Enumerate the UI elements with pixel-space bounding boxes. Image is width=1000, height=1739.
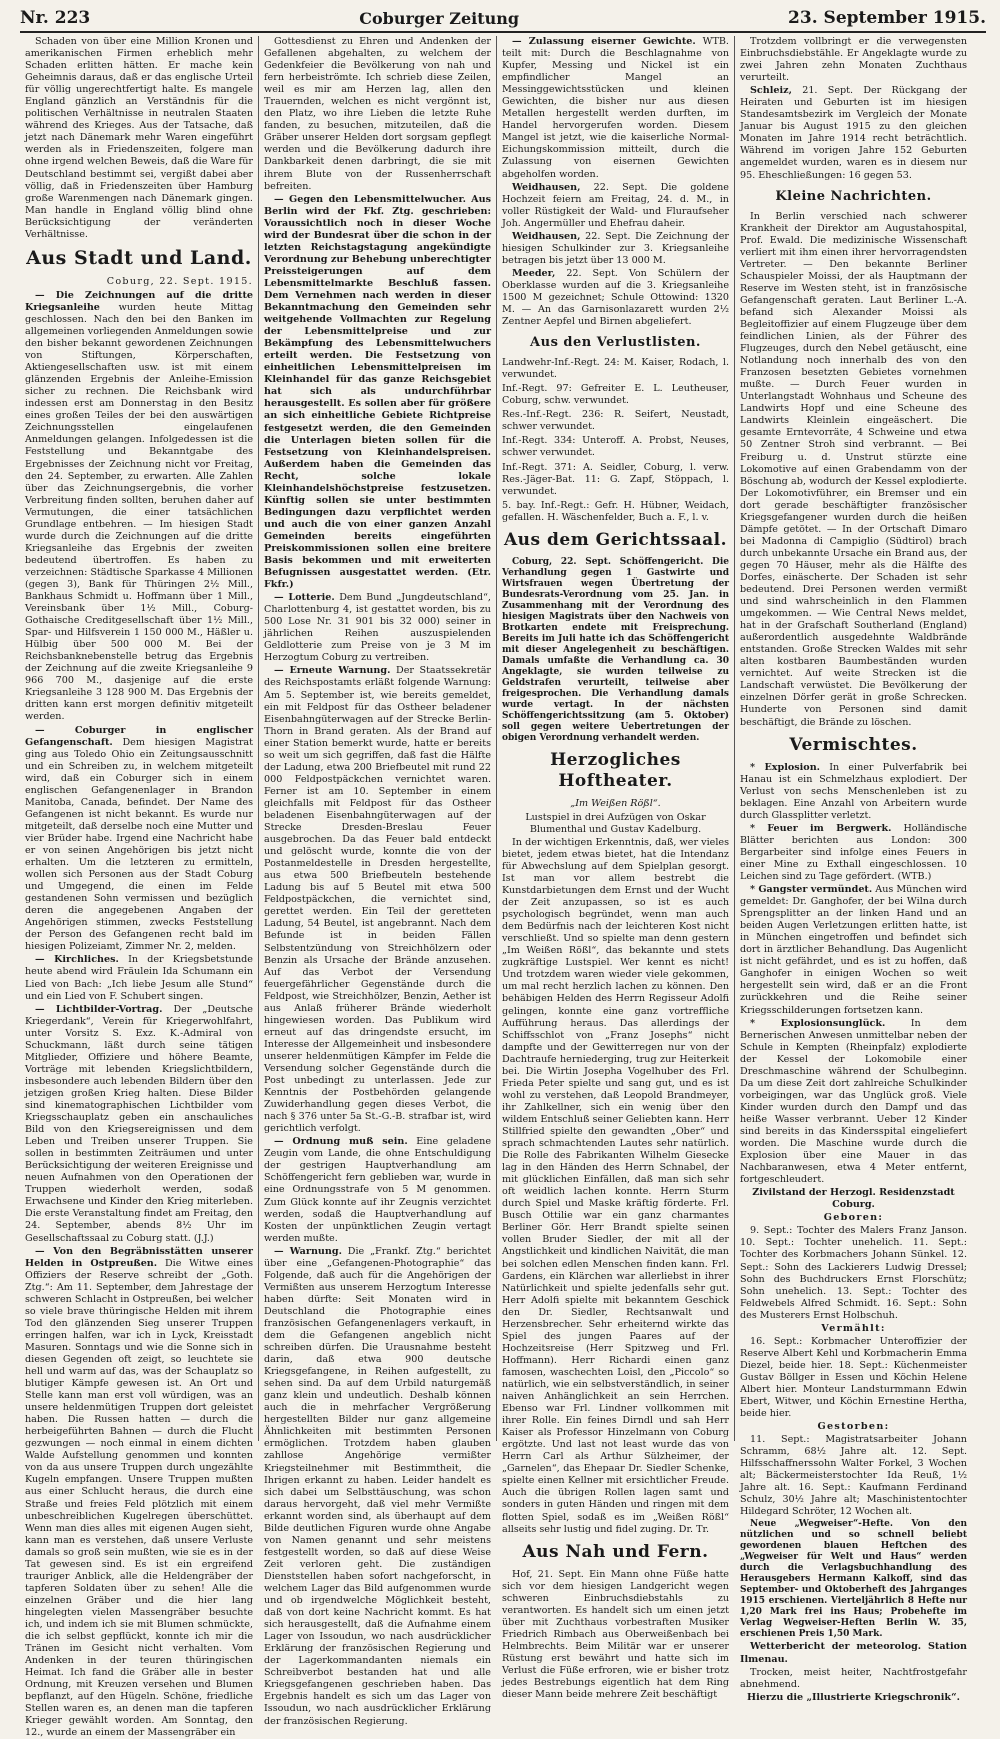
section-heading-hoftheater: Herzogliches Hoftheater. — [550, 749, 681, 791]
section-heading-zivilstand: Zivilstand der Herzogl. Residenzstadt Coburg. — [752, 1187, 955, 1211]
article-lotterie — [264, 592, 491, 664]
loss-list — [502, 357, 729, 524]
article-heading: Weidhausen, — [512, 230, 581, 242]
subheading-vermaehlt: Vermählt: — [821, 1322, 886, 1334]
article-text: Der Staatssekretär des Reichspostamts erläßt folgende Warnung: Am 5. September ist, wie bereits gemeldet, ein mit Feldpost für das Ostheer beladener Eisenbahngüterwagen auf der Strecke Berlin-Thorn in Brand geraten. Als der Brand auf einer Station bemerkt wurde, hatte er bereits so weit um sich gegriffen, daß fast die Hälfte der Ladung, etwa 200 Briefbeutel mit rund 22 000 Feldpostpäckchen vernichtet waren. Ferner ist am 10. September in einem gleichfalls mit Feldpost für das Ostheer beladenen Eisenbahngüterwagen auf der Strecke Dresden-Breslau Feuer ausgebrochen. Da das Feuer bald entdeckt und gelöscht wurde, konnte die von der Postanmeldestelle in Dresden hergestellte, aus etwa 500 Briefbeuteln bestehende Ladung bis auf 5 Beutel mit etwa 500 Feldpostpäckchen, die vernichtet sind, gerettet werden. Ein Teil der geretteten Ladung, 54 Beutel, ist angebrannt. Nach dem Befunde ist in beiden Fällen Selbstentzündung von Streichhölzern oder Benzin als Ursache der Brände anzusehen. Auf das Verbot der Versendung feuergefährlicher Gegenstände durch die Feldpost, wie Streichhölzer, Benzin, Aether ist aus Anlaß früherer Brände wiederholt hingewiesen worden. Das Publikum wird erneut auf das dringendste ersucht, im Interesse der Allgemeinheit und insbesondere unserer heldenmütigen Kämpfer im Felde die Versendung solcher Gegenstände durch die Post unbedingt zu unterlassen. Jede zur Kenntnis der Postbehörden gelangende Zuwiderhandlung gegen dieses Verbot, die nach § 376 unter 5a St.-G.-B. strafbar ist, wird gerichtlich verfolgt. — [264, 665, 491, 1135]
play-description: Lustspiel in drei Aufzügen von Oskar Blumenthal und Gustav Kadelburg. — [525, 811, 706, 835]
list-geboren: 9. Sept.: Tochter des Malers Franz Janson. 10. Sept.: Tochter unehelich. 11. Sept.: Tochter des Korbmachers Johann Sünkel. 12. Sept.: Sohn des Lackierers Ludwig Dressel; Sohn des Buchdruckers Ernst Florschütz; Sohn unehelich. 13. Sept.: Tochter des Feldwebels Alfred Schmidt. 16. Sept.: Sohn des Musterers Ernst Holbschuh. — [740, 1225, 967, 1321]
article-kirchliches — [25, 954, 253, 1002]
dateline: Coburg, 22. Sept. 1915. — [106, 275, 253, 287]
article-heading: — Erneute Warnung. — [274, 665, 391, 677]
article-text: Holländische Blätter berichten aus London: 300 Bergarbeiter sind infolge eines Feuers in einer Mine zu Exthall eingeschlossen. 10 Leichen sind zu Tage gefördert. (WTB.) — [740, 822, 967, 882]
article-kleine-nachrichten: In Berlin verschied nach schwerer Krankheit der Direktor am Augustahospital, Prof. Ewald. Die medizinische Wissenschaft verliert mit ihm einen ihrer hervorragendsten Vertreter. — Den bekannte Berliner Schauspieler Moissi, der als Hauptmann der Reserve im Westen steht, ist in französische Gefangenschaft geraten. Laut Berliner L.-A. befand sich Alexander Moissi als Begleitoffizier auf einem Flugzeuge über dem feindlichen Linien, als der Führer des Flugzeuges, durch den Nebel getäuscht, eine Notlandung noch innerhalb des von den Franzosen besetzten Gebietes vornehmen mußte. — Durch Feuer wurden in Unterlangstadt Wohnhaus und Scheune des Landwirts Hopf und eine Scheune des Landwirts Kleinlein eingeäschert. Die gesamte Erntevorräte, 4 Schweine und etwa 50 Zentner Stroh sind verbrannt. — Bei Freiburg u. d. Unstrut stürzte eine Lokomotive auf einen Grabendamm von der Böschung ab, wodurch der Kessel explodierte. Der Lokomotivführer, ein Bremser und ein dort gerade beschäftigter französischer Kriegsgefangener wurden durch die heißen Dämpfe getötet. — In der Ortschaft Dimaro bei Madonna di Campiglio (Südtirol) brach durch unbekannte Ursache ein Brand aus, der gegen 70 Häuser, mehr als die Hälfte des Dorfes, einäscherte. Der Schaden ist sehr bedeutend. Drei Personen werden vermißt und sind wahrscheinlich in den Flammen umgekommen. — Wie Central News meldet, hat in der Grafschaft Southerland (England) außerordentlich ausgedehnte Waldbrände entstanden. Große Strecken Waldes mit sehr alten kostbaren Baumbeständen wurden vernichtet. Auf weite Strecken ist die Landschaft verwüstet. Die Bevölkerung der einzelnen Dörfer gerät in große Schrecken. Hunderte von Personen sind damit beschäftigt, die Brände zu löschen. — [740, 210, 967, 728]
loss-entry: Landwehr-Inf.-Regt. 24: M. Kaiser, Rodach, l. verwundet. — [502, 357, 729, 381]
article-text: 22. Sept. Die Zeichnung der hiesigen Schulkinder zur 3. Kriegsanleihe betragen bis jetzt über 13 000 M. — [502, 230, 729, 266]
loss-entry: Inf.-Regt. 334: Unteroff. A. Probst, Neuses, schwer verwundet. — [502, 435, 729, 459]
section-heading-kleine-nachrichten: Kleine Nachrichten. — [775, 188, 932, 204]
article-text: Aus Berlin wird der Fkf. Ztg. geschrieben: Voraussichtlich noch in dieser Woche wird der Bundesrat über die schon in der letzten Reichstagstagung angekündigte Verordnung zur Behebung unberechtigter Preissteigerungen auf dem Lebensmittelmarkte Beschluß fassen. Dem Vernehmen nach werden in dieser Bekanntmachung den Gemeinden sehr weitgehende Vollmachten zur Regelung der Lebensmittelpreise und zur Bekämpfung des Lebensmittelwuchers erteilt werden. Die Festsetzung von einheitlichen Lebensmittelpreisen im Kleinhandel für das ganze Reichsgebiet hat sich als undurchführbar herausgestellt. Es sollen aber für größere an sich einheitliche Gebiete Richtpreise festgesetzt werden, die den Gemeinden die Unterlagen bieten sollen für die Festsetzung von Kleinhandelspreisen. Außerdem haben die Gemeinden das Recht, solche lokale Kleinhandelshöchstpreise festzusetzen. Künftig sollen sie unter bestimmten Bedingungen dazu verpflichtet werden und auch die von einer ganzen Anzahl Gemeinden bereits eingeführten Preiskommissionen sollen eine breitere Basis bekommen und mit erweiterten Befugnissen ausgestattet werden. (Etr. Fkfr.) — [264, 193, 491, 591]
article-ordnung — [264, 1136, 491, 1244]
column-2 — [258, 36, 496, 1727]
article-heading: — Coburger in englischer Gefangenschaft. — [25, 724, 253, 748]
article-explosion — [740, 762, 967, 822]
article-heading: — Die Zeichnungen auf die dritte Kriegsanleihe — [25, 289, 253, 313]
article-text: In einer Pulverfabrik bei Hanau ist ein Schmelzhaus explodiert. Der Verlust von sechs Menschenleben ist zu beklagen. Eine Anzahl von Arbeitern wurde durch Glassplitter verletzt. — [740, 761, 967, 821]
article-theater-review: In der wichtigen Erkenntnis, daß, wer vieles bietet, jedem etwas bietet, hat die Intendanz für Abwechslung auf dem Spielplan gesorgt. Ist man vor allem bestrebt die Kunstdarbietungen dem Ernst und der Wucht der Zeit anzupassen, so ist es auch psychologisch begründet, wenn man auch dem Bedürfnis nach der leichteren Kost nicht verschließt. Und so spielte man denn gestern „Im Weißen Rößl“, das bekannte und stets zugkräftige Lustspiel. Wer kennt es nicht! Und trotzdem waren wieder viele gekommen, um mal recht herzlich lachen zu können. Den behäbigen Helden des Herrn Regisseur Adolfi gelingen, konnte eine ganz vortreffliche Aufführung heraus. Das allerdings der Schiffsschlot von „Franz Josephs“ nicht dampfte und der Gewitterregen nur von der Dachtraufe herniederging, trug zur Heiterkeit bei. Die Wirtin Josepha Vogelhuber des Frl. Frieda Peter spielte und sang gut, und es ist wohl zu verstehen, daß Leopold Brandmeyer, ihr Zahlkellner, sich ein wenig über den wildem Entschluß seiner Geliebten kann. Herr Stillfried spielte den gewandten „Ober“ und sprach schmachtenden Lautes sehr natürlich. Die Rolle des Fabrikanten Wilhelm Giesecke lag in den Händen des Herrn Schnabel, der mit glücklichen Einfällen, daß man sich sehr oft weidlich lachen konnte. Herrn Sturm durch Spiel und Maske kräftig förderte. Frl. Busch Ottilie war ein ganz charmantes Berliner Gör. Herr Brandt spielte seinen vollen Bruder Siedler, der mit all der Angstlichkeit und kindlichen Naivität, die man bei solchen edlen Menschen finden kann. Frl. Gardens, ein Klärchen war allerliebst in ihrer Natürlichkeit und spielte jedenfalls sehr gut. Herr Adolfi spielte mit bekanntem Geschick den Dr. Siedler, Rechtsanwalt und Herzensbrecher. Sehr erheiternd wirkte das Spiel des jungen Paares auf der Hochzeitsreise (Herr Spitzweg und Frl. Hoffmann). Herr Richardi einen ganz famosen, waschechten Loisl, den „Piccolo“ so natürlich, wie ein selbstverständlich, in seiner naiven Anhänglichkeit an sein Herrchen. Ebenso war Frl. Lindner vollkommen mit ihrer Rolle. Ein feines Dirndl und sah Herr Kaiser als Professor Hinzelmann von Coburg ergötzte. Und last not least wurde das von Herrn Carl als Arthur Sülzheimer, der „Garnelen“, das Ehepaar Dr. Siedler Schenke, spielte einen Kellner mit ersichtlicher Freude. Auch die übrigen Rollen lagen samt und sonders in guten Händen und ringen mit dem flotten Spiel, sodaß es im „Weißen Rößl“ allseits sehr lustig und fidel zuging. Dr. Tr. — [502, 836, 729, 1535]
article-text: Der „Deutsche Kriegerdank“, Verein für Kriegerwohlfahrt, unter Vorsitz S. Exz. K.-Admiral von Schuckmann, läßt durch seine tätigen Mitglieder, Offiziere und höhere Beamte, Vorträge mit lebenden Kriegslichtbildern, insbesondere auch lebenden Bildern über den jetzigen großen Krieg halten. Diese Bilder sind kinematographischen Lichtbilder vom Kriegsschauplatz geben ein anschauliches Bild von den Kriegsereignissen und dem Leben und Treiben unserer Truppen. Sie sollen in bestimmten Zeiträumen und unter Berücksichtigung der weiteren Ereignisse und neuen Aufnahmen von den Operationen der Truppen wiederholt werden, sodaß Erwachsene und Kinder den Krieg miterleben. Die erste Veranstaltung findet am Freitag, den 24. September, abends 8½ Uhr im Gesellschaftssaal zu Coburg statt. (J.J.) — [25, 1003, 253, 1244]
article-heading: — Warnung. — [274, 1245, 342, 1257]
article-heading: * Gangster vermündet. — [750, 884, 873, 896]
article-text: Eine geladene Zeugin vom Lande, die ohne Entschuldigung der gestrigen Hauptverhandlung am Schöffengericht fern geblieben war, wurde in eine Ordnungsstrafe von 5 M genommen. Zum Glück konnte auf ihr Zeugnis verzichtet werden, sodaß die Hauptverhandlung auf Kosten der unpünktlichen Zeugin vertagt werden mußte. — [264, 1136, 491, 1244]
article-heading: — Von den Begräbnisstätten unserer Helden in Ostpreußen. — [25, 1245, 253, 1269]
article-weidhausen-1 — [502, 182, 729, 230]
play-title: „Im Weißen Rößl“. — [570, 797, 661, 809]
article-gerichtssaal: Coburg, 22. Sept. Schöffengericht. Die Verhandlung gegen 1 Gastwirte und Wirtsfrauen wegen Übertretung der Bundesrats-Verordnung vom 25. Jan. in Zusammenhang mit der Verordnung des hiesigen Magistrats über den Nachweis von Brotkarten endete mit Freisprechung. Bereits im Juli hatte ich das Schöffengericht mit dieser Angelegenheit zu beschäftigen. Damals umfaßte die Verhandlung ca. 30 Angeklagte, sie wurden teilweise zu Geldstrafen verurteilt, teilweise aber freigesprochen. Die Verhandlung damals wurde vertagt. In der nächsten Schöffengerichtssitzung (am 5. Oktober) soll gegen weitere Uebertretungen der obigen Verordnung verhandelt werden. — [502, 556, 729, 743]
article-text: WTB. teilt mit: Durch die Beschlagnahme von Kupfer, Messing und Nickel ist ein empfindlicher Mangel an Messinggewichtsstücken und kleinen Gewichten, die bisher nur aus diesen Metallen hergestellt werden durften, im Handel hervorgerufen worden. Diesem Mangel ist jetzt, wie die kaiserliche Normal-Eichungskommission mitteilt, durch die Zulassung von eisernen Gewichten abgeholfen worden. — [502, 36, 729, 180]
article-heading: — Kirchliches. — [35, 954, 119, 966]
section-heading-verlustlisten: Aus den Verlustlisten. — [530, 335, 701, 351]
list-vermaehlt: 16. Sept.: Korbmacher Unteroffizier der Reserve Albert Kehl und Korbmacherin Emma Diezel, beide hier. 18. Sept.: Küchenmeister Gustav Böllger in Essen und Köchin Helene Albert hier. Monteur Landsturmmann Edwin Ebert, Witwer, und Köchin Ernestine Hertha, beide hier. — [740, 1335, 967, 1420]
article-lichtbilder — [25, 1004, 253, 1245]
section-heading-stadt-und-land: Aus Stadt und Land. — [26, 246, 252, 269]
article-kriegsanleihe — [25, 290, 253, 724]
article-ganghofer — [740, 884, 967, 1017]
article-text: Die „Frankf. Ztg.“ berichtet über eine „Gefangenen-Photographie“ das Folgende, daß auch für die Angehörigen der Vermißten aus unserem Herzogtum Interesse haben dürfte: Seit Monaten wird in Deutschland die Photographie eines französischen Gefangenenlagers verkauft, in dem die Gefangenen angeblich nicht schreiben dürfen. Die Urausnahme besteht darin, daß etwa 900 deutsche Kriegsgefangene, in Reihen aufgestellt, zu sehen sind. Da auf dem Urbild naturgemäß ganz klein und undeutlich. Deshalb können auch die in mehrfacher Vergrößerung hergestellten Bilder nur ganz allgemeine Ähnlichkeiten mit bestimmten Personen ermöglichen. Trotzdem haben glauben zahllose Angehörige vermißter Kriegsteilnehmer mit Bestimmtheit, die Ihrigen erkannt zu haben. Leider handelt es sich dabei um Selbsttäuschung, was schon daraus hervorgeht, daß viel mehr Vermißte erkannt worden sind, als überhaupt auf dem Bilde deutlichen Figuren wurde ohne Angabe von Namen genannt und sehr meistens festgestellt worden, so daß auf diese Weise Zeit verloren geht. Die zuständigen Dienststellen haben sofort nachgeforscht, in welchem Lager das Bild aufgenommen wurde und ob irgendwelche Möglichkeit besteht, daß von dort keine Nachricht kommt. Es hat sich herausgestellt, daß die Aufnahme einem Lager von Issoudun, wo nach ausdrücklicher Erklärung der französischen Regierung und der Lagerkommandanten niemals ein Schreibverbot bestanden hat und alle Kriegsgefangenen geschrieben haben. Das Ergebnis handelt es sich um das Lager von Issoudun, wo nach ausdrücklicher Erklärung der französischen Regierung. — [264, 1245, 491, 1727]
article-hof: Hof, 21. Sept. Ein Mann ohne Füße hatte sich vor dem hiesigen Landgericht wegen schweren Einbruchsdiebstahls zu verantworten. Es handelt sich um einen jetzt über mit Zuchthaus vorbestraften Musiker Friedrich Rimbach aus Oberweißenbach bei Helmbrechts. Beim Militär war er unserer Rüstung erst bewährt und hatte sich im Verlust die Füße erfroren, wie er bisher trotz jedes Bestrebungs eigentlich hat dem Ring dieser Mann beide mehrere Zeit beschäftigt — [502, 1568, 729, 1701]
newspaper-title: Coburger Zeitung — [359, 8, 520, 28]
article-weidhausen-2 — [502, 231, 729, 267]
article-schleiz — [740, 85, 967, 181]
subheading-geboren: Geboren: — [823, 1212, 884, 1224]
section-heading-gerichtssaal: Aus dem Gerichtssaal. — [503, 529, 727, 550]
article-explosionsunglueck — [740, 1018, 967, 1187]
article-lebensmittelwucher — [264, 194, 491, 592]
article-text: Dem Bund „Jungdeutschland“, Charlottenburg 4, ist gestattet worden, bis zu 500 Lose Nr. 31 901 bis 32 000) seiner in jährlichen Reihen auszuspielenden Geldlotterie zum Preise von je 3 M im Herzogtum Coburg zu vertreiben. — [264, 592, 491, 664]
article-heading: — Zulassung eiserner Gewichte. — [512, 36, 696, 47]
article-text: Gottesdienst zu Ehren und Andenken der Gefallenen abgehalten, zu welchem der Gedenkfeier die Bevölkerung von nah und fern herbeiströmte. Ich schrieb diese Zeilen, weil es mir am Herzen lag, allen den Trauernden, welchen es nicht vergönnt ist, den Platz, wo ihre Lieben die letzte Ruhe fanden, zu besuchen, mitzuteilen, daß die Gräber unserer Helden dort sorgsam gepflegt werden und die Bevölkerung dadurch ihre Dankbarkeit denen darbringt, die sie mit ihrem Blute von der Russenherrschaft befreiten. — [264, 36, 491, 192]
article-text: 21. Sept. Der Rückgang der Heiraten und Geburten ist im hiesigen Standesamtsbezirk im Vergleich der Monate Januar bis August 1915 zu den gleichen Monaten im Jahre 1914 recht beträchtlich. Während im vorigen Jahre 152 Geburten angemeldet wurden, waren es in diesem nur 95. Eheschließungen: 16 gegen 53. — [740, 85, 967, 181]
article-text: In der Kriegsbetstunde heute abend wird Fräulein Ida Schumann ein Lied von Bach: „Ich liebe Jesum alle Stund“ und ein Lied von F. Schubert singen. — [25, 954, 253, 1002]
article-heading: Meeder, — [512, 267, 556, 279]
issue-number: Nr. 223 — [20, 8, 91, 28]
article-text: wurden heute Mittag geschlossen. Nach den bei den Banken im allgemeinen vorliegenden Anmeldungen sowie den bisher bekannt gewordenen Zeichnungen von Stiftungen, Körperschaften, Aktiengesellschaften usw. ist mit einem glänzenden Ergebnis der Anleihe-Emission sicher zu rechnen. Die Reichsbank wird indessen erst am Donnerstag in den Besitz eines großen Teiles der bei den auswärtigen Zeichnungsstellen eingelaufenen Anmeldungen gelangen. Infolgedessen ist die Feststellung und Bekanntgabe des Ergebnisses der Zeichnung nicht vor Freitag, den 24. September, zu erwarten. Alle Zahlen über das Zeichnungsergebnis, die vorher Verbreitung finden sollten, beruhen daher auf Vermutungen, die einer tatsächlichen Grundlage entbehren. — Im hiesigen Stadt wurde durch die Zeichnungen auf die dritte Kriegsanleihe das Ergebnis der zweiten bedeutend übertroffen. Es haben zu verzeichnen: Städtische Sparkasse 4 Millionen (gegen 3), Bank für Thüringen 2½ Mill., Bankhaus Schmidt u. Hoffmann über 1 Mill., Vereinsbank über 1½ Mill., Coburg-Gothaische Creditgesellschaft über 1½ Mill., Spar- und Hilfsverein 1 150 000 M., Häßler u. Hülbig über 500 000 M. Bei der Reichsbanknebenstelle betrug das Ergebnis der Zeichnung auf die zweite Kriegsanleihe 9 966 700 M., dasjenige auf die erste Kriegsanleihe 3 128 900 M. Das Ergebnis der dritten kann erst morgen definitiv mitgeteilt werden. — [25, 301, 253, 723]
notice-kriegschronik: Hierzu die „Illustrierte Kriegschronik“. — [747, 1691, 960, 1703]
article-heading: — Gegen den Lebensmittelwucher. — [274, 193, 466, 205]
section-heading-nah-und-fern: Aus Nah und Fern. — [522, 1541, 709, 1562]
article-warnung-photographie — [264, 1246, 491, 1728]
article-ostpreussen — [25, 1246, 253, 1739]
column-3 — [496, 36, 734, 1701]
issue-date: 23. September 1915. — [788, 8, 986, 28]
article-text: 22. Sept. Von Schülern der Oberklasse wurden auf die 3. Kriegsanleihe 1500 M gezeichnet; Schule Ottowind: 1320 M. — An das Garnisonlazarett wurden 2½ Zentner Aepfel und Birnen abgeliefert. — [502, 267, 729, 328]
notice-wegweiser: Neue „Wegweiser“-Hefte. Von den nützlichen und so schnell beliebt gewordenen blauen Heftchen des „Wegweiser für Welt und Haus“ werden durch die Verlagsbuchhandlung des Herausgebers Hermann Kalkoff, sind das September- und Oktoberheft des Jahrganges 1915 erschienen. Vierteljährlich 8 Hefte nur 1,20 Mark frei ins Haus; Probehefte im Verlag Wegweiser-Heften Berlin W. 35, erschienen Preis 1,50 Mark. — [740, 1519, 967, 1640]
list-gestorben: 11. Sept.: Magistratsarbeiter Johann Schramm, 68½ Jahre alt. 12. Sept. Hilfsschaffnerssohn Walter Forkel, 3 Wochen alt; Bäckermeisterstochter Ida Reuß, 1½ Jahre alt. 16. Sept.: Kaufmann Ferdinand Schulz, 30½ Jahre alt; Maschinistentochter Hildegard Schröter, 12 Wochen alt. — [740, 1434, 967, 1518]
article-text: Dem hiesigen Magistrat ging aus Toledo Ohio ein Zeitungsausschnitt und ein Schreiben zu, in welchem mitgeteilt wird, daß ein Coburger sich in einem englischen Gefangenenlager in Brandon Manitoba, Canada, befindet. Der Name des Gefangenen ist nicht bekannt. Es wurde nur mitgeteilt, daß derselbe noch eine Mutter und vier Brüder habe. Irgend eine Nachricht habe er von seinen Angehörigen bis jetzt nicht erhalten. Um die letzteren zu ermitteln, wollen sich Personen aus der Stadt Coburg und Umgegend, die einen im Felde gestandenen Sohn vermissen und bezüglich deren die angegebenen Angaben der Angehörigen stimmen, zwecks Feststellung der Person des Gefangenen recht bald im hiesigen Polizeiamt, Zimmer Nr. 2, melden. — [25, 736, 253, 953]
article-text: In dem Bernerischen Anwesen unmittelbar neben der Schule in Kempten (Rheinpfalz) explodierte der Kessel der Lokomobile einer Dreschmaschine während der Schulbeginn. Da um diese Zeit dort zahlreiche Schulkinder vorbeigingen, war das Unglück groß. Viele Kinder wurden durch den Dampf und das heiße Wasser verbrannt. Ueber 12 Kinder sind bereits in das Kindersspital eingeliefert worden. Die Maschine wurde durch die Explosion über eine Mauer in das Nachbaranwesen, etwa 4 Meter entfernt, fortgeschleudert. — [740, 1017, 967, 1186]
loss-entry: Inf.-Regt. 97: Gefreiter E. L. Leutheuser, Coburg, schw. verwundet. — [502, 383, 729, 407]
column-4 — [734, 36, 972, 1703]
article-bergwerk — [740, 823, 967, 883]
weather-report: Trocken, meist heiter, Nachtfrostgefahr abnehmend. — [740, 1666, 967, 1690]
article-text: 22. Sept. Die goldene Hochzeit feiern am Freitag, 24. d. M., in voller Rüstigkeit der Wald- und Fluraufseher Joh. Angermüller und Ehefrau daheir. — [502, 181, 729, 229]
article-text: Aus München wird gemeldet: Dr. Ganghofer, der bei Wilna durch Sprengsplitter an der linken Hand und an beiden Augen Verletzungen erlitten hatte, ist in München eingetroffen und befindet sich dort in ärztlicher Behandlung. Das Augenlicht ist nicht gefährdet, und es ist zu hoffen, daß Ganghofer in einigen Wochen so weit hergestellt sein wird, daß er an die Front zurückkehren und die Reihe seiner Kriegsschilderungen fortsetzen kann. — [740, 884, 967, 1016]
article-heading: — Lichtbilder-Vortrag. — [35, 1003, 163, 1015]
columns — [20, 36, 986, 1739]
article-gefangenschaft — [25, 725, 253, 954]
article-heading: — Lotterie. — [274, 592, 335, 604]
article-heading: Schleiz, — [750, 85, 792, 97]
subheading-gestorben: Gestorben: — [817, 1421, 890, 1433]
section-heading-vermischtes: Vermischtes. — [789, 734, 918, 755]
loss-entry: Inf.-Regt. 371: A. Seidler, Coburg, l. verw. Res.-Jäger-Bat. 11: G. Zapf, Stöppach, l. verwundet. — [502, 461, 729, 497]
loss-entry: 5. bay. Inf.-Regt.: Gefr. H. Hübner, Weidach, gefallen. H. Wäschenfelder, Buch a. F., l. v. — [502, 499, 729, 523]
article-heading: * Explosion. — [750, 761, 821, 773]
article-heading: * Explosionsunglück. — [750, 1017, 886, 1029]
article-heading: * Feuer im Bergwerk. — [750, 822, 892, 834]
weather-heading: Wetterbericht der meteorolog. Station Ilmenau. — [740, 1641, 967, 1665]
masthead — [20, 6, 986, 30]
article-text: Trotzdem vollbringt er die verwegensten Einbruchsdiebstähle. Er Angeklagte wurde zu zwei Jahren zehn Monaten Zuchthaus verurteilt. — [740, 36, 967, 84]
masthead-rule — [20, 31, 986, 33]
article-text: Die Witwe eines Offiziers der Reserve schreibt der „Goth. Ztg.“: Am 11. September, dem Jahrestage der schweren Schlacht in Ostpreußen, bei welcher so viele brave thüringische Helden mit ihrem Tod den glänzenden Sieg unserer Truppen erringen halfen, war ich in Lyck, Kreisstadt Masuren. Sonntags und wie die Sonne sich in diesen Gegenden oft zeigt, so leuchtete sie hell und warm auf das, was der Schauplatz so blutiger Kämpfe gewesen ist. An Ort und Stelle kann man erst voll würdigen, was an unsere heldenmütigen Truppen dort geleistet haben. Die Russen hatten — durch die herbeigeführten Bahnen — durch die Flucht gezwungen — noch einmal in einem dichten Walde Aufstellung genommen und konnten von da aus unsere Truppen durch ungezählte Kugeln empfangen. Unsere Truppen mußten aus einer Schlucht heraus, die durch eine Straße und freies Feld plötzlich mit einem unbeschreiblichen Kugelregen überschüttet. Wenn man dies alles mit eigenen Augen sieht, kann man es verstehen, daß unsere Verluste damals so groß sein mußten, wie sie es in der Tat gewesen sind. Es ist ein ergreifend trauriger Anblick, alle die Heldengräber der tapferen Soldaten über zu sehen! Alle die einzelnen Gräber und die hier lang hingelegten vielen Massengräber besuchte ich, und indem ich sie mit Blumen schmückte, die ich selbst gepflückt, konnte ich mir die Tränen im Gesicht nicht verhalten. Vom Andenken in der teuren thüringischen Heimat. Ich fand die Gräber alle in bester Ordnung, mit Kreuzen versehen und Blumen bepflanzt, auf den Hügeln. Schöne, friedliche Stellen waren es, an denen man die tapferen Krieger gewählt worden. Am Sonntag, den 12., wurde an einem der Massengräber ein — [25, 1257, 253, 1739]
article-heading: Weidhausen, — [512, 181, 581, 193]
article-gewichte — [502, 36, 729, 181]
loss-entry: Res.-Inf.-Regt. 236: R. Seifert, Neustadt, schwer verwundet. — [502, 409, 729, 433]
article-text: Schaden von über eine Million Kronen und amerikanischen Firmen erheblich mehr Schaden erlitten hätten. Er mache kein Geheimnis daraus, daß er das englische Urteil für völlig ungerechtfertigt halte. Es mangele England gänzlich an Verständnis für die politischen Verhältnisse in neutralen Staaten während des Krieges. Aus der Tatsache, daß jetzt nach Dänemark mehr Waren eingeführt werden als in Friedenszeiten, folgere man ohne irgend welchen Beweis, daß die Ware für Deutschland bestimmt sei, vergißt dabei aber völlig, daß in Friedenszeiten über Hamburg große Warenmengen nach Dänemark gingen. Man handle in England völlig blind ohne Berücksichtigung der veränderten Verhältnisse. — [25, 36, 253, 240]
article-warnung-feldpost — [264, 665, 491, 1135]
article-meeder — [502, 268, 729, 328]
article-heading: — Ordnung muß sein. — [274, 1136, 408, 1148]
column-1 — [20, 36, 258, 1739]
